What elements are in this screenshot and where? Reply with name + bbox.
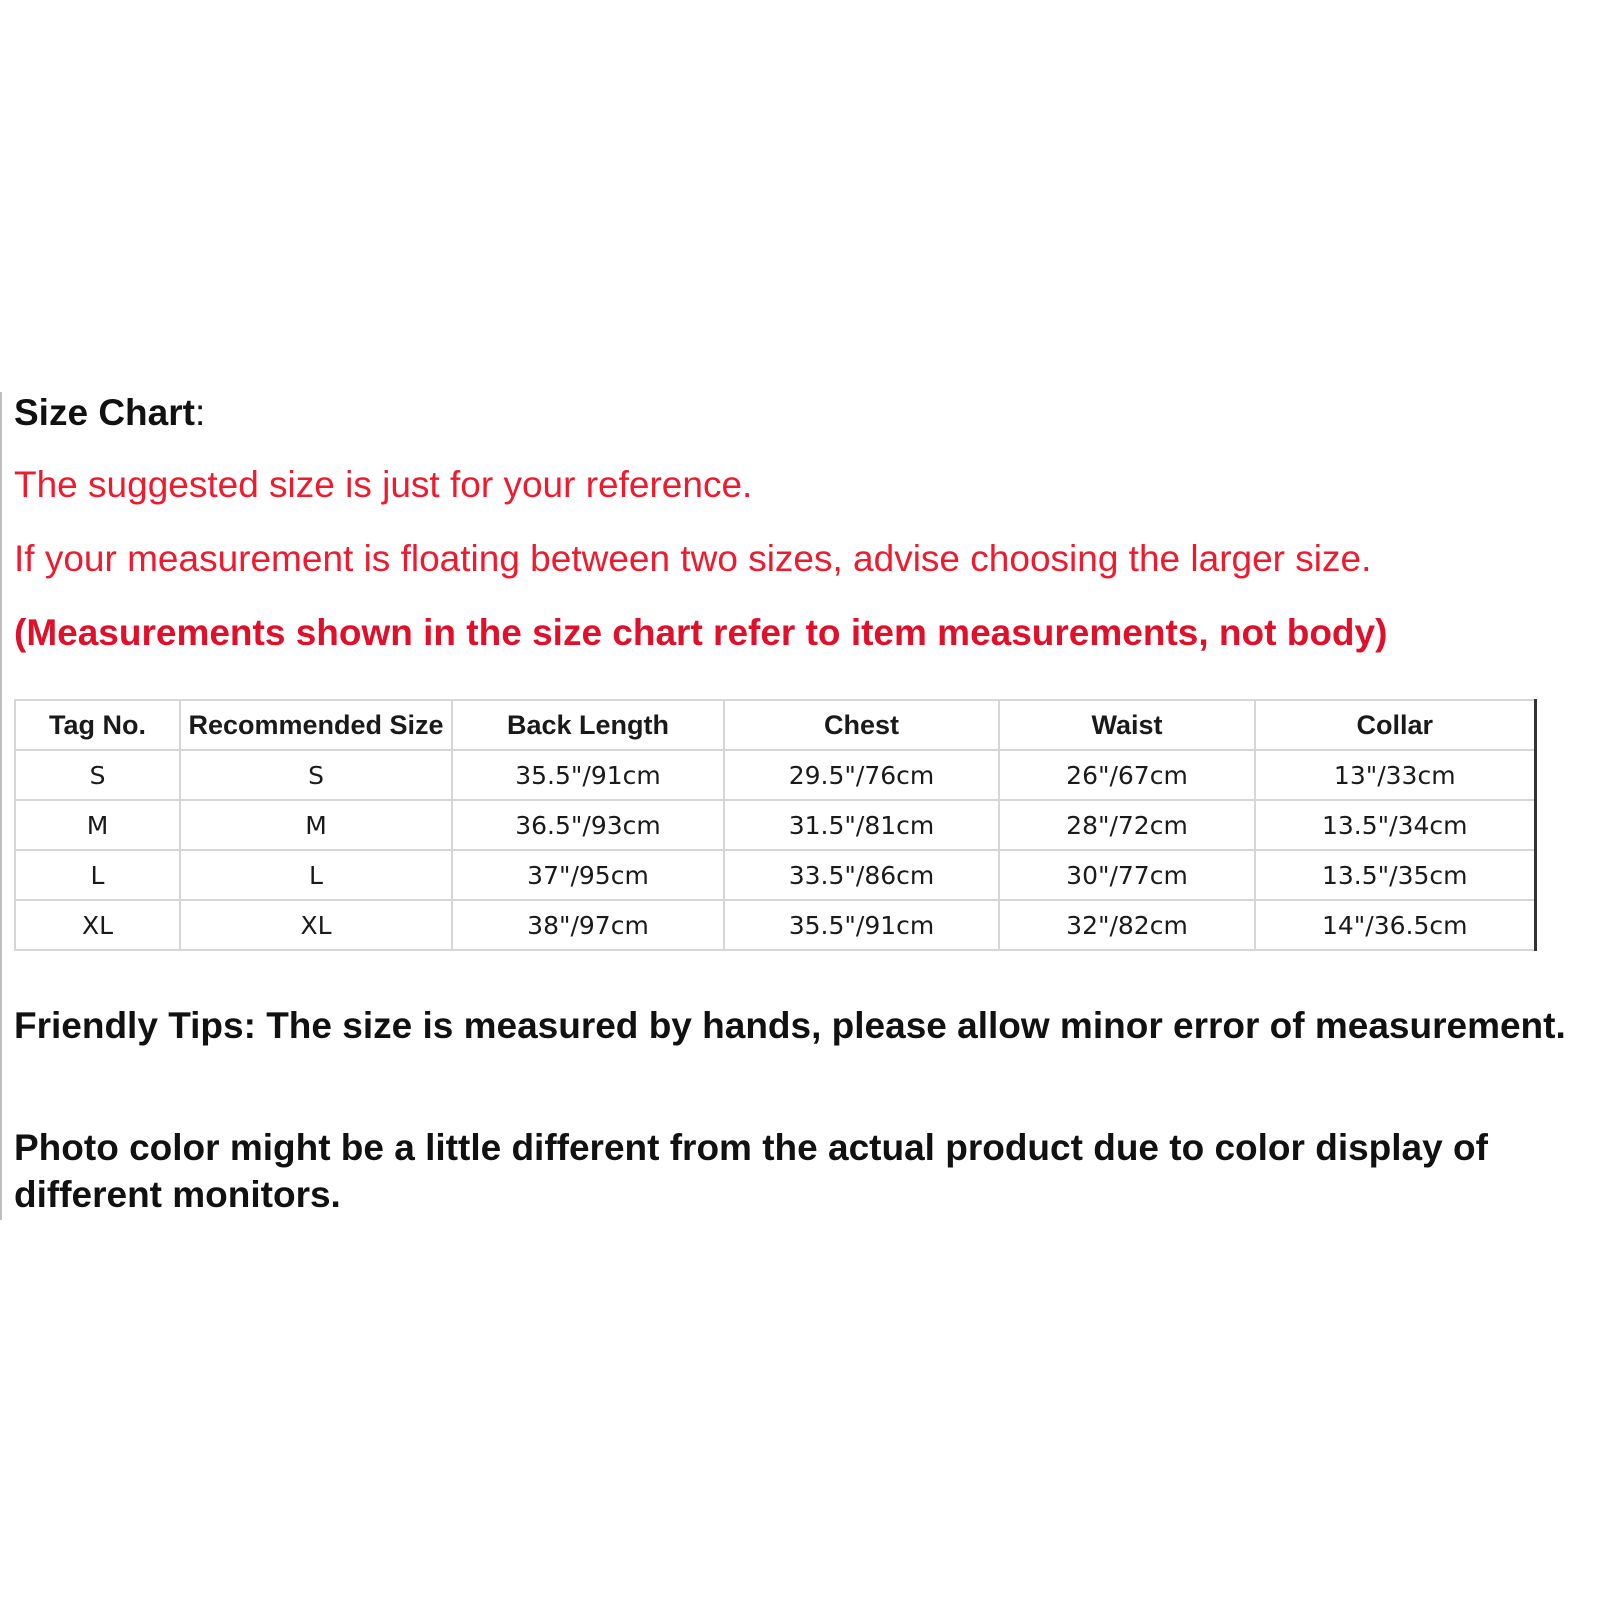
header-back-length: Back Length xyxy=(452,700,724,750)
table-cell: 13"/33cm xyxy=(1255,750,1535,800)
notice-item-measurements: (Measurements shown in the size chart refer to item measurements, not body) xyxy=(14,612,1388,653)
table-cell: 14"/36.5cm xyxy=(1255,900,1535,950)
table-cell: 38"/97cm xyxy=(452,900,724,950)
table-cell: 28"/72cm xyxy=(999,800,1255,850)
header-recommended-size: Recommended Size xyxy=(180,700,452,750)
table-cell: M xyxy=(15,800,180,850)
table-cell: S xyxy=(180,750,452,800)
table-cell: 13.5"/35cm xyxy=(1255,850,1535,900)
table-cell: 35.5"/91cm xyxy=(452,750,724,800)
photo-color-note: Photo color might be a little different from the actual product due to color display of different monitors. xyxy=(14,1127,1488,1215)
table-cell: 36.5"/93cm xyxy=(452,800,724,850)
size-table xyxy=(14,699,1537,951)
notice-larger-size: If your measurement is floating between two sizes, advise choosing the larger size. xyxy=(14,538,1372,579)
table-cell: 33.5"/86cm xyxy=(724,850,999,900)
left-divider-line xyxy=(0,392,2,1220)
table-cell: S xyxy=(15,750,180,800)
table-row xyxy=(15,750,1535,800)
table-cell: 26"/67cm xyxy=(999,750,1255,800)
table-cell: 13.5"/34cm xyxy=(1255,800,1535,850)
table-row xyxy=(15,800,1535,850)
table-cell: M xyxy=(180,800,452,850)
table-cell: XL xyxy=(180,900,452,950)
table-cell: 31.5"/81cm xyxy=(724,800,999,850)
table-cell: L xyxy=(180,850,452,900)
header-chest: Chest xyxy=(724,700,999,750)
table-cell: L xyxy=(15,850,180,900)
table-cell: 35.5"/91cm xyxy=(724,900,999,950)
table-cell: 30"/77cm xyxy=(999,850,1255,900)
header-collar: Collar xyxy=(1255,700,1535,750)
title-text: Size Chart xyxy=(14,392,195,433)
header-tag-no: Tag No. xyxy=(15,700,180,750)
page-title xyxy=(14,392,205,434)
table-row xyxy=(15,900,1535,950)
table-cell: 32"/82cm xyxy=(999,900,1255,950)
table-header-row xyxy=(15,700,1535,750)
friendly-tips: Friendly Tips: The size is measured by hands, please allow minor error of measurement. xyxy=(14,1005,1566,1046)
notice-reference: The suggested size is just for your reference. xyxy=(14,464,753,505)
header-waist: Waist xyxy=(999,700,1255,750)
table-cell: 37"/95cm xyxy=(452,850,724,900)
title-colon: : xyxy=(194,392,206,433)
table-cell: XL xyxy=(15,900,180,950)
table-cell: 29.5"/76cm xyxy=(724,750,999,800)
table-row xyxy=(15,850,1535,900)
